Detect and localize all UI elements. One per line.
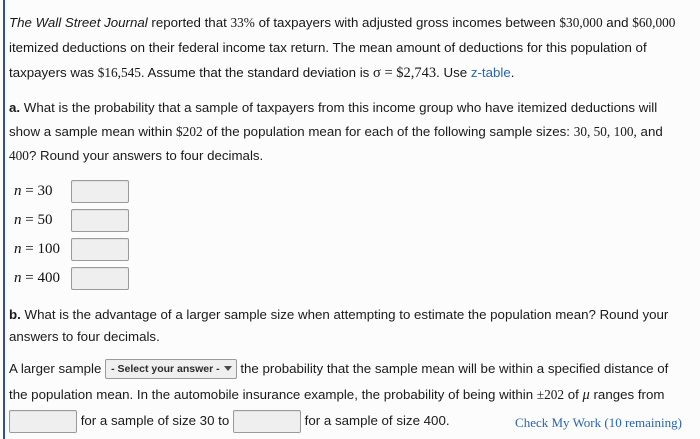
- mean-value: $16,545: [97, 65, 141, 80]
- part-b-flow-3: of: [564, 387, 583, 402]
- answer-select-dropdown[interactable]: [105, 359, 237, 379]
- sample-row-50: [9, 207, 685, 234]
- sample-row-100: [9, 236, 685, 263]
- part-a-text-3: and: [636, 124, 663, 139]
- n-symbol: n: [14, 270, 22, 286]
- n-symbol: n: [14, 241, 22, 257]
- sample-label-50: [9, 212, 71, 229]
- chevron-down-icon: [224, 366, 232, 371]
- problem-text-6: .: [510, 65, 515, 80]
- sample-size-last: 400: [9, 148, 29, 163]
- part-a-question: [9, 96, 685, 168]
- part-b-flow-6: for a sample of size 400.: [304, 413, 450, 428]
- question-content: [9, 10, 685, 434]
- part-b-text: What is the advantage of a larger sample size when attempting to estimate the population mean? Round your answers to four decimals.: [9, 307, 669, 344]
- problem-text-2: of taxpayers with adjusted gross incomes between: [254, 15, 560, 30]
- sigma-value: σ = $2,743: [373, 65, 437, 81]
- n-value-50: 50: [37, 212, 53, 228]
- left-blue-rule: [3, 0, 5, 439]
- remaining-count: (10 remaining): [604, 415, 682, 430]
- journal-name: The Wall Street Journal: [9, 15, 148, 30]
- answer-input-size30-prob[interactable]: [9, 410, 77, 433]
- sample-label-400: [9, 270, 71, 287]
- mu-symbol: μ: [582, 387, 590, 403]
- answer-input-n400[interactable]: [71, 267, 129, 290]
- sample-size-answers: [9, 178, 685, 292]
- sample-sizes-list: 30, 50, 100,: [573, 124, 637, 139]
- part-b-flow-1: A larger sample: [9, 361, 102, 376]
- answer-input-n100[interactable]: [71, 238, 129, 261]
- amount-low: $30,000: [559, 15, 603, 30]
- problem-text-3: itemized deductions on their federal income tax return. The mean amount of deductions for this population of taxpayers was: [9, 40, 647, 80]
- z-table-link[interactable]: z-table: [470, 65, 511, 80]
- n-value-400: 400: [37, 270, 60, 286]
- n-value-100: 100: [37, 241, 60, 257]
- within-value: $202: [176, 124, 203, 139]
- part-b-flow-2: the probability that the sample mean will be within a specified distance of the population mean. In the automobile insurance example, the probability of being within: [9, 361, 669, 402]
- part-b-question: [9, 304, 685, 348]
- check-my-work-link[interactable]: Check My Work: [515, 415, 602, 430]
- part-a-label: a.: [9, 100, 21, 115]
- part-b-flow-4: ranges from: [589, 387, 665, 402]
- sample-label-100: [9, 241, 71, 258]
- eq-symbol: =: [21, 183, 38, 199]
- answer-input-n30[interactable]: [71, 180, 129, 203]
- part-b-label: b.: [9, 307, 21, 322]
- n-symbol: n: [14, 183, 22, 199]
- pm-value: ±202: [536, 387, 565, 402]
- n-symbol: n: [14, 212, 22, 228]
- problem-text-5: . Use: [436, 65, 471, 80]
- problem-text-1: reported that: [147, 15, 231, 30]
- problem-text-4: . Assume that the standard deviation is: [140, 65, 373, 80]
- amount-high: $60,000: [632, 15, 676, 30]
- n-value-30: 30: [37, 183, 53, 199]
- sample-row-30: [9, 178, 685, 205]
- part-b-flow-5: for a sample of size 30 to: [80, 413, 230, 428]
- part-a-text-2: of the population mean for each of the following sample sizes:: [202, 124, 574, 139]
- part-a-text-1: What is the probability that a sample of taxpayers from this income group who have itemized deductions will show a sample mean within: [9, 100, 658, 139]
- problem-statement: [9, 10, 685, 86]
- answer-input-n50[interactable]: [71, 209, 129, 232]
- eq-symbol: =: [21, 270, 38, 286]
- percent-value: 33%: [230, 15, 255, 30]
- problem-text-and: and: [602, 15, 633, 30]
- sample-label-30: [9, 183, 71, 200]
- sample-row-400: [9, 265, 685, 292]
- eq-symbol: =: [21, 212, 38, 228]
- select-value: - Select your answer -: [111, 363, 220, 376]
- eq-symbol: =: [21, 241, 38, 257]
- part-a-text-4: ? Round your answers to four decimals.: [28, 148, 264, 163]
- check-my-work-footer: [515, 415, 682, 431]
- answer-input-size400-prob[interactable]: [233, 410, 301, 433]
